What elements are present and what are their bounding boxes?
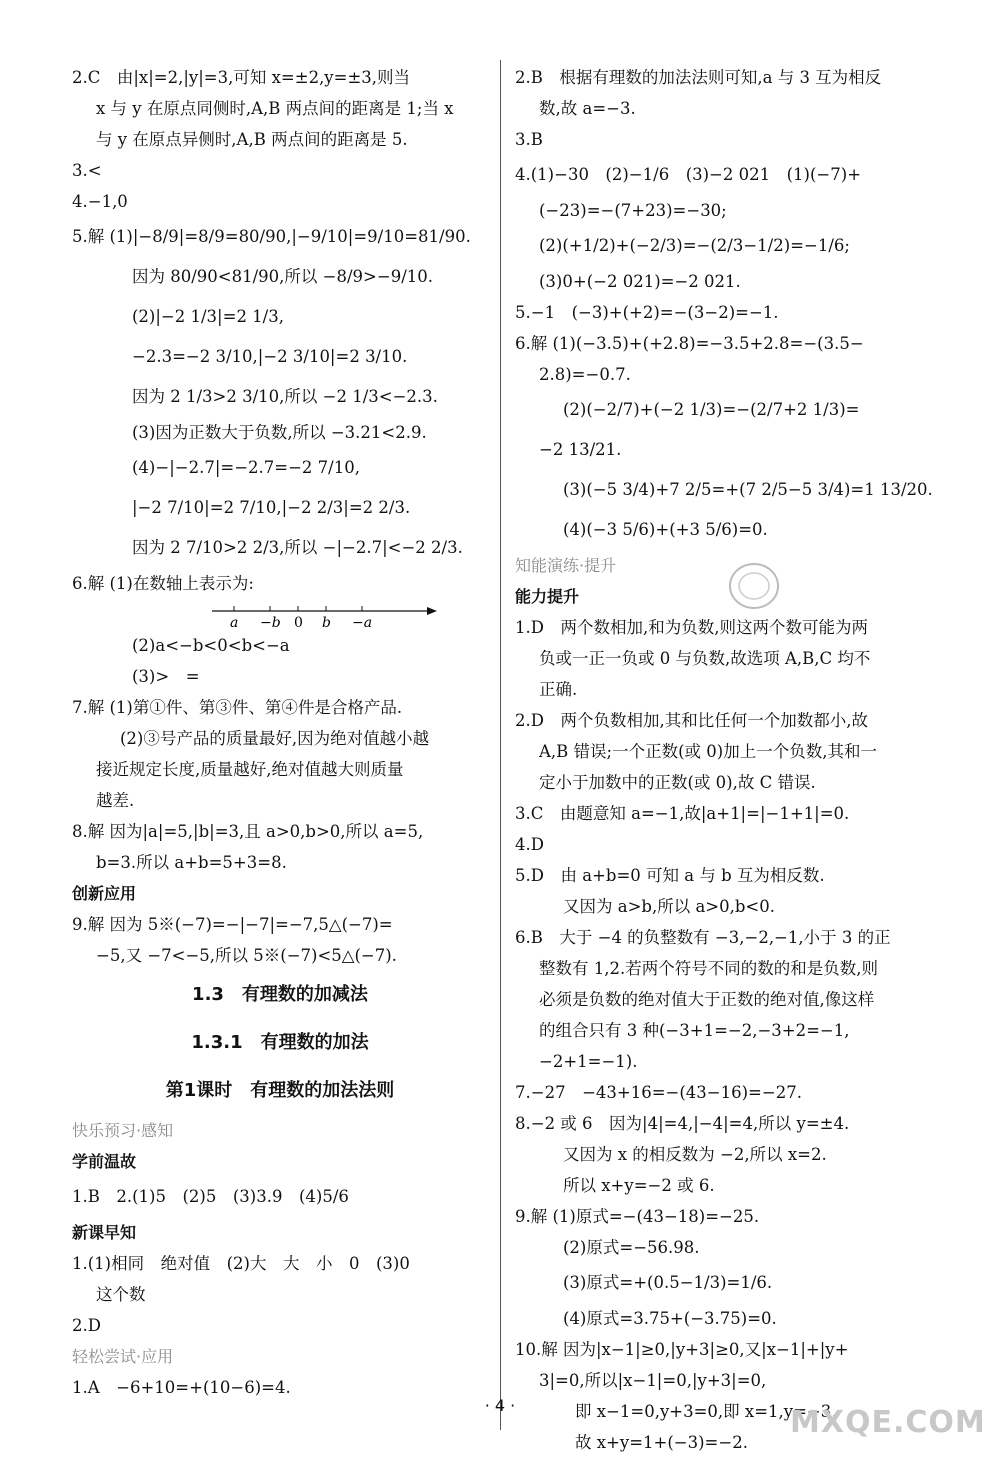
answer-line: (3)> = [132, 667, 200, 686]
answer-line: 4.D [515, 835, 544, 854]
answer-line: (3)因为正数大于负数,所以 −3.21<2.9. [132, 423, 427, 442]
answer-line: (3)0+(−2 021)=−2 021. [539, 272, 741, 291]
section-heading: 创新应用 [72, 884, 137, 903]
lesson-title: 第1课时 有理数的加法法则 [165, 1080, 395, 1101]
answer-line: 因为 2 7/10>2 2/3,所以 −|−2.7|<−2 2/3. [132, 538, 463, 557]
answer-line: (2)(−2/7)+(−2 1/3)=−(2/7+2 1/3)= [563, 400, 860, 419]
answer-line: (4)−|−2.7|=−2.7=−2 7/10, [132, 458, 360, 477]
label-b: b [322, 615, 331, 630]
answer-line: 2.C 由|x|=2,|y|=3,可知 x=±2,y=±3,则当 [72, 68, 411, 87]
answer-line: −2+1=−1). [539, 1052, 638, 1071]
answer-line: 的组合只有 3 种(−3+1=−2,−3+2=−1, [539, 1021, 850, 1040]
answer-line: 7.−27 −43+16=−(43−16)=−27. [515, 1083, 802, 1102]
answer-line: 故 x+y=1+(−3)=−2. [575, 1433, 748, 1452]
answer-line: 定小于加数中的正数(或 0),故 C 错误. [539, 773, 816, 792]
answer-line: 所以 x+y=−2 或 6. [563, 1176, 715, 1195]
answer-line: 9.解 因为 5※(−7)=−|−7|=−7,5△(−7)= [72, 915, 393, 934]
answer-line: −5,又 −7<−5,所以 5※(−7)<5△(−7). [96, 946, 397, 965]
answer-line: (2)a<−b<0<b<−a [132, 636, 290, 655]
answer-line: 2.D 两个负数相加,其和比任何一个加数都小,故 [515, 711, 868, 730]
answer-line: b=3.所以 a+b=5+3=8. [96, 853, 287, 872]
answer-line: (4)(−3 5/6)+(+3 5/6)=0. [563, 520, 768, 539]
answer-line: 1.(1)相同 绝对值 (2)大 大 小 0 (3)0 [72, 1254, 410, 1273]
answer-line: (−23)=−(7+23)=−30; [539, 201, 727, 220]
section-heading: 知能演练·提升 [515, 556, 617, 575]
section-heading: 轻松尝试·应用 [72, 1347, 174, 1366]
answer-line: 接近规定长度,质量越好,绝对值越大则质量 [96, 760, 404, 779]
section-title: 1.3 有理数的加减法 [192, 984, 368, 1005]
answer-line: x 与 y 在原点同侧时,A,B 两点间的距离是 1;当 x [96, 99, 454, 118]
answer-line: 越差. [96, 791, 135, 810]
column-divider [500, 60, 501, 1430]
answer-line: 与 y 在原点异侧时,A,B 两点间的距离是 5. [96, 130, 408, 149]
answer-line: (3)(−5 3/4)+7 2/5=+(7 2/5−5 3/4)=1 13/20. [563, 480, 933, 499]
answer-line: 6.B 大于 −4 的负整数有 −3,−2,−1,小于 3 的正 [515, 928, 891, 947]
answer-line: 整数有 1,2.若两个符号不同的数的和是负数,则 [539, 959, 878, 978]
answer-line: 6.解 (1)(−3.5)+(+2.8)=−3.5+2.8=−(3.5− [515, 334, 864, 353]
answer-line: (2)|−2 1/3|=2 1/3, [132, 307, 284, 326]
answer-line: 正确. [539, 680, 578, 699]
section-heading: 能力提升 [515, 587, 580, 606]
subsection-title: 1.3.1 有理数的加法 [191, 1032, 369, 1053]
answer-line: 负或一正一负或 0 与负数,故选项 A,B,C 均不 [539, 649, 871, 668]
answer-line: 4.−1,0 [72, 192, 128, 211]
label-neg-a: −a [352, 615, 373, 630]
answer-line: 1.D 两个数相加,和为负数,则这两个数可能为两 [515, 618, 868, 637]
section-heading: 学前温故 [72, 1152, 137, 1171]
answer-line: 又因为 x 的相反数为 −2,所以 x=2. [563, 1145, 827, 1164]
section-heading: 新课早知 [72, 1223, 137, 1242]
answer-line: 6.解 (1)在数轴上表示为: [72, 574, 254, 593]
left-column [72, 62, 488, 1403]
answer-line: 5.−1 (−3)+(+2)=−(3−2)=−1. [515, 303, 779, 322]
label-a: a [230, 615, 239, 630]
answer-line: 3.< [72, 161, 102, 180]
stamp-seal-icon [726, 560, 782, 612]
label-zero: 0 [294, 615, 303, 630]
answer-line: 因为 80/90<81/90,所以 −8/9>−9/10. [132, 267, 433, 286]
number-line-arrow [427, 607, 437, 615]
number-line-figure [72, 599, 488, 630]
answer-line: −2 13/21. [539, 440, 622, 459]
answer-line: 3.C 由题意知 a=−1,故|a+1|=|−1+1|=0. [515, 804, 850, 823]
answer-line: 5.解 (1)|−8/9|=8/9=80/90,|−9/10|=9/10=81/90. [72, 227, 471, 246]
answer-line: 1.B 2.(1)5 (2)5 (3)3.9 (4)5/6 [72, 1187, 349, 1206]
answer-line: (2)③号产品的质量最好,因为绝对值越小越 [120, 729, 430, 748]
answer-line: 2.D [72, 1316, 101, 1335]
page-number: · 4 · [484, 1396, 516, 1415]
answer-line: 2.8)=−0.7. [539, 365, 631, 384]
answer-line: 因为 2 1/3>2 3/10,所以 −2 1/3<−2.3. [132, 387, 438, 406]
answer-line: 9.解 (1)原式=−(43−18)=−25. [515, 1207, 760, 1226]
section-heading: 快乐预习·感知 [72, 1121, 174, 1140]
answer-line: −2.3=−2 3/10,|−2 3/10|=2 3/10. [132, 347, 408, 366]
answer-line: 这个数 [96, 1285, 146, 1304]
answer-line: 又因为 a>b,所以 a>0,b<0. [563, 897, 775, 916]
label-neg-b: −b [260, 615, 281, 630]
answer-line: 5.D 由 a+b=0 可知 a 与 b 互为相反数. [515, 866, 825, 885]
answer-line: 3.B [515, 130, 543, 149]
answer-line: 8.−2 或 6 因为|4|=4,|−4|=4,所以 y=±4. [515, 1114, 850, 1133]
number-line-svg [212, 599, 442, 630]
answer-line: (2)(+1/2)+(−2/3)=−(2/3−1/2)=−1/6; [539, 236, 850, 255]
site-watermark: MXQE.COM [790, 1405, 986, 1440]
answer-line: A,B 错误;一个正数(或 0)加上一个负数,其和一 [539, 742, 877, 761]
answer-line: 2.B 根据有理数的加法法则可知,a 与 3 互为相反 [515, 68, 882, 87]
answer-line: 数,故 a=−3. [539, 99, 636, 118]
answer-line: 4.(1)−30 (2)−1/6 (3)−2 021 (1)(−7)+ [515, 165, 862, 184]
answer-line: (4)原式=3.75+(−3.75)=0. [563, 1309, 777, 1328]
answer-line: 必须是负数的绝对值大于正数的绝对值,像这样 [539, 990, 875, 1009]
answer-line: (2)原式=−56.98. [563, 1238, 700, 1257]
answer-line: 7.解 (1)第①件、第③件、第④件是合格产品. [72, 698, 403, 717]
answer-line: |−2 7/10|=2 7/10,|−2 2/3|=2 2/3. [132, 498, 411, 517]
answer-line: 即 x−1=0,y+3=0,即 x=1,y=−3, [575, 1402, 837, 1421]
answer-line: 3|=0,所以|x−1|=0,|y+3|=0, [539, 1371, 767, 1390]
answer-line: (3)原式=+(0.5−1/3)=1/6. [563, 1273, 773, 1292]
answer-line: 1.A −6+10=+(10−6)=4. [72, 1378, 291, 1397]
answer-line: 8.解 因为|a|=5,|b|=3,且 a>0,b>0,所以 a=5, [72, 822, 424, 841]
answer-line: 10.解 因为|x−1|≥0,|y+3|≥0,又|x−1|+|y+ [515, 1340, 849, 1359]
right-column [515, 62, 933, 1458]
